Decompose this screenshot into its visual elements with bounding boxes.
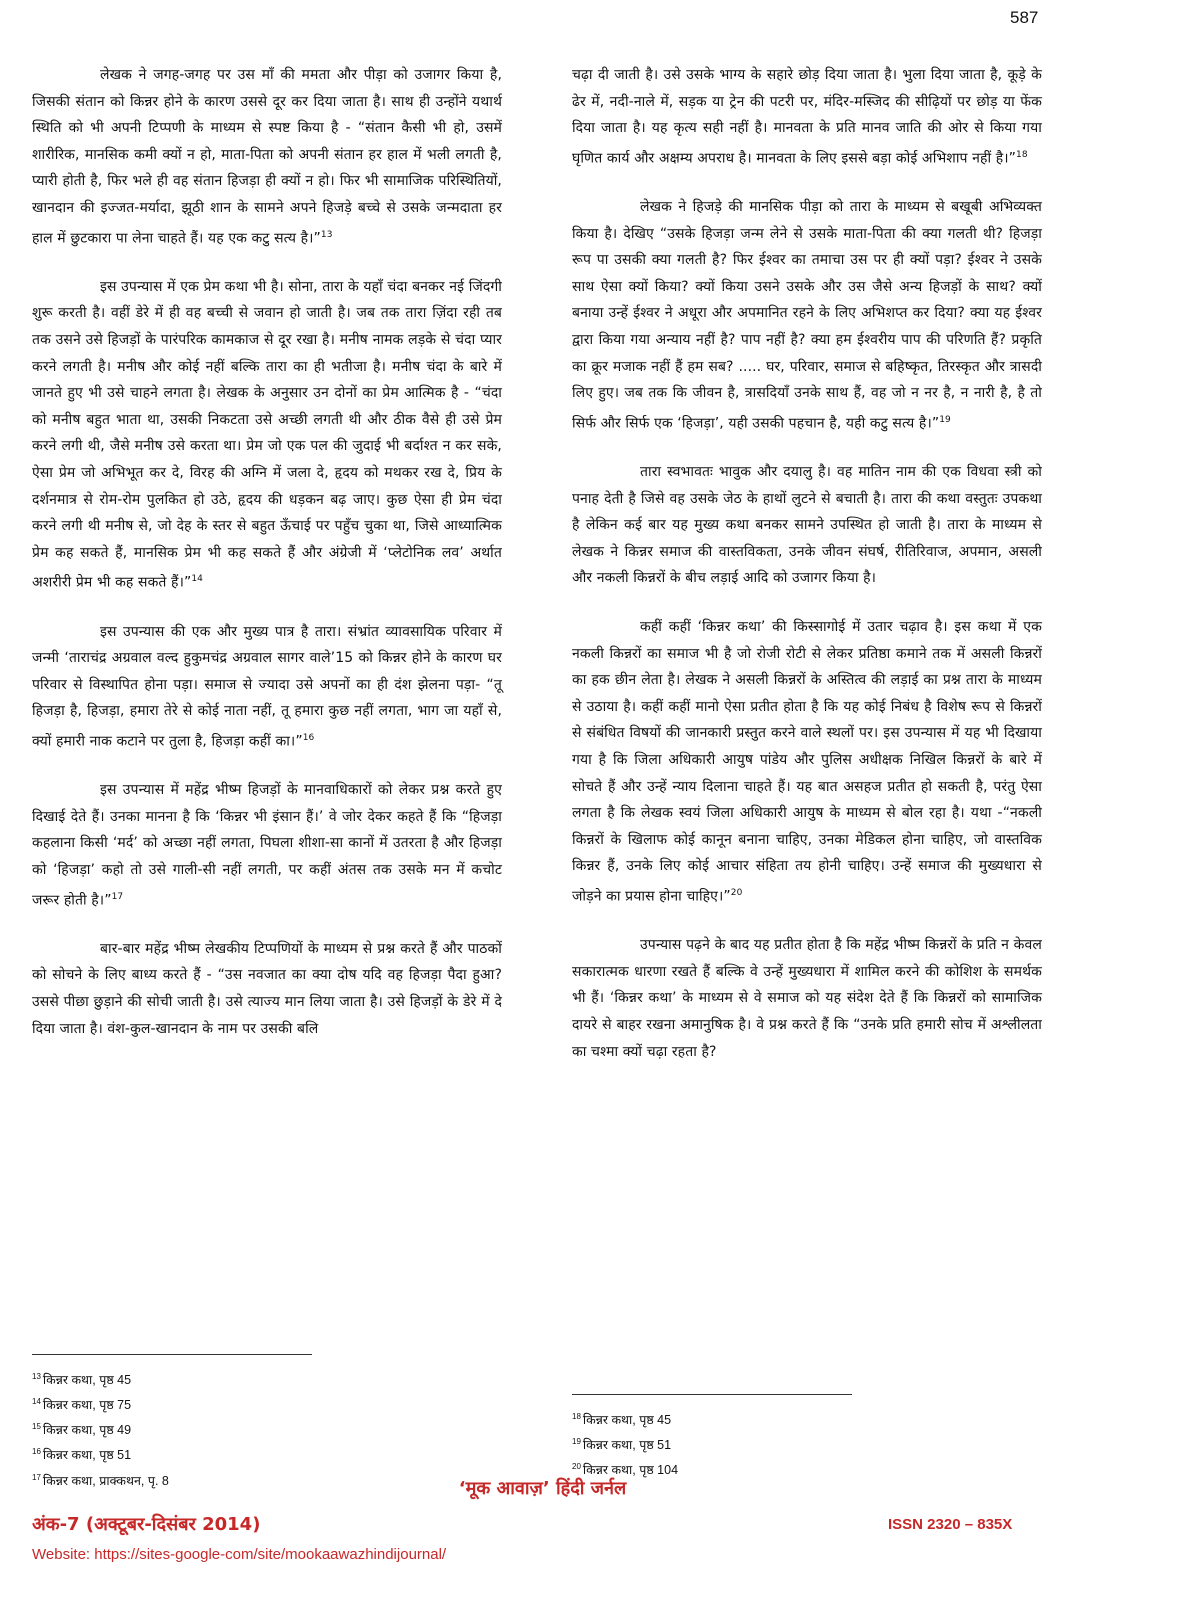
paragraph-text: बार-बार महेंद्र भीष्म लेखकीय टिप्पणियों के माध्यम से प्रश्न करते हैं और पाठकों को सोचने के लिए बाध्य करते हैं - “उस नवजात का क्या दोष यदि वह हिजड़ा पैदा हुआ? उससे पीछा छुड़ाने की सोची जाती है। उसे त्याज्य मान लिया जाता है। उसे हिजड़ों के डेरे में दे दिया जाता है। वंश-कुल-खानदान के नाम पर उसकी बलि xyxy=(32,940,502,1037)
left-footnotes xyxy=(32,1366,169,1492)
left-column xyxy=(32,62,502,1064)
paragraph xyxy=(572,62,1042,172)
footnote-text: किन्नर कथा, पृष्ठ 45 xyxy=(582,1413,672,1428)
issue-info: अंक-7 (अक्टूबर-दिसंबर 2014) xyxy=(32,1514,261,1535)
paragraph-text: इस उपन्यास में एक प्रेम कथा भी है। सोना, तारा के यहाँ चंदा बनकर नई जिंदगी शुरू करती है। वहीं डेरे में ही वह बच्ची से जवान हो जाती है। जब तक तारा ज़िंदा रही तब तक उसने उसे हिजड़ों के पारंपरिक कामकाज से दूर रखा है। मनीष नामक लड़के से चंदा प्यार करने लगती है। मनीष और कोई नहीं बल्कि तारा का ही भतीजा है। मनीष चंदा के बारे में जानते हुए भी उसे चाहने लगता है। लेखक के अनुसार उन दोनों का प्रेम आत्मिक है - “चंदा को मनीष बहुत भाता था, उसकी निकटता उसे अच्छी लगती थी और ठीक वैसे ही उसे प्रेम करने लगी थी, जैसे मनीष उसे करता था। प्रेम जो एक पल की जुदाई भी बर्दाश्त न कर सके, ऐसा प्रेम जो अभिभूत कर दे, विरह की अग्नि में जला दे, हृदय को मथकर रख दे, प्रिय के दर्शनमात्र से रोम-रोम पुलकित हो उठे, हृदय की धड़कन बढ़ जाए। कुछ ऐसा ही प्रेम चंदा करने लगी थी मनीष से, जो देह के स्तर से बहुत ऊँचाई पर पहुँच चुका था, जिसे आध्यात्मिक प्रेम कह सकते हैं, मानसिक प्रेम भी कह सकते हैं और अंग्रेजी में ‘प्लेटोनिक लव’ अर्थात अशरीरी प्रेम भी कह सकते हैं।” xyxy=(32,278,502,591)
paragraph xyxy=(572,614,1042,910)
footnote xyxy=(32,1366,169,1391)
paragraph-text: इस उपन्यास में महेंद्र भीष्म हिजड़ों के मानवाधिकारों को लेकर प्रश्न करते हुए दिखाई देते हैं। उनका मानना है कि ‘किन्नर भी इंसान हैं।’ वे जोर देकर कहते हैं कि “हिजड़ा कहलाना किसी ‘मर्द’ को अच्छा नहीं लगता, पिघला शीशा-सा कानों में उतरता है और हिजड़ा को ‘हिजड़ा’ कहो तो उसे गाली-सी नहीं लगती, पर कहीं अंतस तक उसके मन में कचोट जरूर होती है।” xyxy=(32,782,502,909)
issn: ISSN 2320 – 835X xyxy=(888,1516,1013,1533)
footnote-text: किन्नर कथा, पृष्ठ 51 xyxy=(582,1438,672,1453)
footnote-reference: 18 xyxy=(1016,149,1028,160)
paragraph-text: चढ़ा दी जाती है। उसे उसके भाग्य के सहारे छोड़ दिया जाता है। भुला दिया जाता है, कूड़े के ढेर में, नदी-नाले में, सड़क या ट्रेन की पटरी पर, मंदिर-मस्जिद की सीढ़ियों पर छोड़ या फेंक दिया जाता है। यह कृत्य सही नहीं है। मानवता के प्रति मानव जाति की ओर से किया गया घृणित कार्य और अक्षम्य अपराध है। मानवता के लिए इससे बड़ा कोई अभिशाप नहीं है।” xyxy=(572,67,1042,167)
footnote-reference: 13 xyxy=(320,229,333,240)
footnote-number: 18 xyxy=(572,1412,581,1421)
paragraph-text: कहीं कहीं ‘किन्नर कथा’ की किस्सागोई में उतार चढ़ाव है। इस कथा में एक नकली किन्नरों का समाज भी है जो रोजी रोटी से लेकर प्रतिष्ठा कमाने तक में असली किन्नरों का हक छीन लेता है। लेखक ने असली किन्नरों के अस्तित्व की लड़ाई का प्रश्न तारा के माध्यम से उठाया है। कहीं कहीं मानो ऐसा प्रतीत होता है कि यह कोई निबंध है विशेष रूप से किन्नरों से संबंधित विषयों की जानकारी प्रस्तुत करने वाले स्थलों पर। इस उपन्यास में यह भी दिखाया गया है कि जिला अधिकारी आयुष पांडेय और पुलिस अधीक्षक निखिल किन्नरों के बारे में सोचते हैं और उन्हें न्याय दिलाना चाहते हैं। यह बात असहज प्रतीत हो सकती है, परंतु ऐसा लगता है कि लेखक स्वयं जिला अधिकारी आयुष के माध्यम से बोल रहा है। यथा -“नकली किन्नरों के खिलाफ कोई कानून बनाना चाहिए, उनका मेडिकल होना चाहिए, जो वास्तविक किन्नर हैं, उनके लिए कोई आचार संहिता तय होनी चाहिए। उन्हें समाज की मुख्यधारा से जोड़ने का प्रयास होना चाहिए।” xyxy=(572,619,1042,905)
paragraph xyxy=(32,777,502,914)
footnote-reference: 19 xyxy=(939,414,951,425)
footnote-number: 17 xyxy=(32,1472,41,1482)
right-footnotes xyxy=(572,1406,678,1481)
footnote-text: किन्नर कथा, पृष्ठ 51 xyxy=(42,1448,132,1463)
page-number: 587 xyxy=(1010,8,1039,27)
footnote-text: किन्नर कथा, पृष्ठ 75 xyxy=(42,1398,132,1413)
paragraph xyxy=(32,619,502,756)
right-column xyxy=(572,62,1042,1087)
footnote xyxy=(32,1441,169,1466)
footnote-number: 19 xyxy=(572,1437,581,1447)
paragraph xyxy=(32,936,502,1042)
footnote-reference: 14 xyxy=(191,574,204,585)
paragraph-text: तारा स्वभावतः भावुक और दयालु है। वह मातिन नाम की एक विधवा स्त्री को पनाह देती है जिसे वह उसके जेठ के हाथों लुटने से बचाती है। तारा की कथा वस्तुतः उपकथा है लेकिन कई बार यह मुख्य कथा बनकर सामने उपस्थित हो जाती है। तारा के माध्यम से लेखक ने किन्नर समाज की वास्तविकता, उनके जीवन संघर्ष, रीतिरिवाज, अपमान, असली और नकली किन्नरों के बीच लड़ाई आदि को उजागर किया है। xyxy=(572,464,1042,587)
footnote-text: किन्नर कथा, पृष्ठ 49 xyxy=(42,1423,132,1438)
footnote-reference: 16 xyxy=(302,732,315,743)
footnote xyxy=(32,1391,169,1416)
footnote-separator xyxy=(572,1394,852,1395)
paragraph-text: लेखक ने हिजड़े की मानसिक पीड़ा को तारा के माध्यम से बखूबी अभिव्यक्त किया है। देखिए “उसके हिजड़ा जन्म लेने से उसके माता-पिता की क्या गलती थी? हिजड़ा रूप पा उसकी क्या गलती है? फिर ईश्वर का तमाचा उस पर ही क्यों पड़ा? ईश्वर ने उसके साथ ऐसा क्यों किया? क्यों किया उसने उसके और उस जैसे अन्य हिजड़ों के साथ? क्यों बनाया उन्हें ईश्वर ने अधूरा और अपमानित रहने के लिए अभिशप्त कर दिया? क्या यह ईश्वर द्वारा किया गया अन्याय नहीं है? पाप नहीं है? क्या हम ईश्वरीय पाप की परिणति हैं? प्रकृति का क्रूर मजाक नहीं हैं हम सब? ..... घर, परिवार, समाज से बहिष्कृत, तिरस्कृत और त्रासदी लिए हुए। जब तक कि जीवन है, त्रासदियाँ उनके साथ हैं, वह जो न नर है, न नारी है, है तो सिर्फ और सिर्फ एक ‘हिजड़ा’, यही उसकी पहचान है, यही कटु सत्य है।” xyxy=(572,199,1042,432)
footnote-number: 14 xyxy=(32,1397,41,1407)
journal-title: ‘मूक आवाज़’ हिंदी जर्नल xyxy=(458,1478,627,1499)
footnote-number: 15 xyxy=(32,1422,41,1432)
footnote-number: 13 xyxy=(32,1372,41,1381)
footnote-separator xyxy=(32,1354,312,1355)
footnote-text: किन्नर कथा, प्राक्कथन, पृ. 8 xyxy=(42,1473,169,1488)
footnote-reference: 20 xyxy=(730,887,743,898)
footnote-text: किन्नर कथा, पृष्ठ 104 xyxy=(582,1463,679,1478)
paragraph-text: लेखक ने जगह-जगह पर उस माँ की ममता और पीड़ा को उजागर किया है, जिसकी संतान को किन्नर होने के कारण उससे दूर कर दिया जाता है। साथ ही उन्होंने यथार्थ स्थिति को भी अपनी टिप्पणी के माध्यम से स्पष्ट किया है - “संतान कैसी भी हो, उसमें शारीरिक, मानसिक कमी क्यों न हो, माता-पिता को अपनी संतान हर हाल में भली लगती है, प्यारी होती है, फिर भले ही वह संतान हिजड़ा ही क्यों न हो। फिर भी सामाजिक परिस्थितियों, खानदान की इज्जत-मर्यादा, झूठी शान के सामने अपने हिजड़े बच्चे से उसके जन्मदाता हर हाल में छुटकारा पा लेना चाहते हैं। यह एक कटु सत्य है।” xyxy=(32,67,502,247)
footnote xyxy=(572,1431,678,1456)
paragraph xyxy=(572,932,1042,1065)
paragraph xyxy=(32,274,502,597)
footnote xyxy=(32,1416,169,1441)
paragraph xyxy=(572,194,1042,437)
footnote xyxy=(572,1406,678,1431)
paragraph xyxy=(32,62,502,252)
footnote-reference: 17 xyxy=(111,891,124,902)
footnote-text: किन्नर कथा, पृष्ठ 45 xyxy=(42,1373,132,1388)
paragraph-text: उपन्यास पढ़ने के बाद यह प्रतीत होता है कि महेंद्र भीष्म किन्नरों के प्रति न केवल सकारात्मक धारणा रखते हैं बल्कि वे उन्हें मुख्यधारा में शामिल करने की कोशिश के समर्थक भी हैं। ‘किन्नर कथा’ के माध्यम से वे समाज को यह संदेश देते हैं कि किन्नरों को सामाजिक दायरे से बाहर रखना अमानुषिक है। वे प्रश्न करते हैं कि “उनके प्रति हमारी सोच में अश्लीलता का चश्मा क्यों चढ़ा रहता है? xyxy=(572,937,1042,1060)
paragraph-text: इस उपन्यास की एक और मुख्य पात्र है तारा। संभ्रांत व्यावसायिक परिवार में जन्मी ‘ताराचंद्र अग्रवाल वल्द हुकुमचंद्र अग्रवाल सागर वाले’15 को किन्नर होने के कारण घर परिवार से विस्थापित होना पड़ा। समाज से ज्यादा उसे अपनों का ही दंश झेलना पड़ा- “तू हिजड़ा है, हिजड़ा, हमारा तेरे से कोई नाता नहीं, तू हमारा कुछ नहीं लगता, भाग जा यहाँ से, क्यों हमारी नाक कटाने पर तुला है, हिजड़ा कहीं का।” xyxy=(32,623,502,750)
footnote-number: 20 xyxy=(572,1462,581,1472)
paragraph xyxy=(572,459,1042,592)
website-link[interactable]: Website: https://sites-google-com/site/mookaawazhindijournal/ xyxy=(32,1546,447,1563)
footnote-number: 16 xyxy=(32,1447,41,1457)
